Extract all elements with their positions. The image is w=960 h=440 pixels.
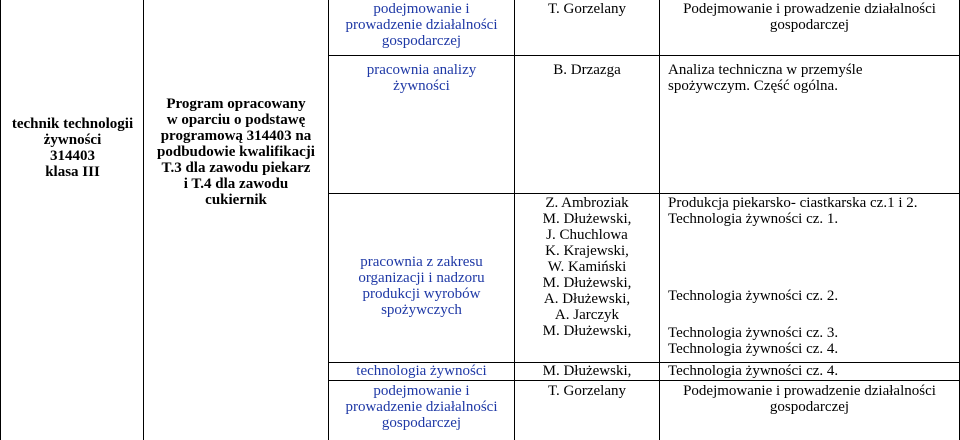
title-line: Technologia żywności cz. 4.: [668, 341, 839, 357]
subject-organization: [329, 254, 514, 318]
title-line: gospodarczej: [769, 17, 850, 33]
titles-organization-1: [668, 195, 958, 227]
titles-organization-2: Technologia żywności cz. 2.: [668, 288, 839, 304]
title-line: Podejmowanie i prowadzenie działalności: [683, 383, 936, 399]
author-line: M. Dłużewski,: [542, 275, 632, 291]
grid-line-left: [0, 0, 1, 440]
author-analysis: B. Drzazga: [553, 62, 621, 78]
author-line: K. Krajewski,: [545, 243, 629, 259]
subject-line: organizacji i nadzoru: [358, 270, 485, 286]
subject-line: spożywczych: [381, 302, 462, 318]
title-analysis: [668, 62, 958, 94]
program-description: [144, 96, 328, 208]
class-label: [2, 116, 143, 180]
title-line: Podejmowanie i prowadzenie działalności: [683, 1, 936, 17]
subject-line: produkcji wyrobów: [362, 286, 481, 302]
class-line: 314403: [50, 148, 95, 164]
row-line-2: [328, 193, 959, 194]
program-line: w oparciu o podstawę: [166, 112, 306, 128]
subject-line: podejmowanie i: [373, 383, 470, 399]
subject-line: pracownia analizy: [366, 62, 477, 78]
program-line: i T.4 dla zawodu: [183, 176, 289, 192]
author-bottom: T. Gorzelany: [547, 383, 627, 399]
program-line: programową 314403 na: [160, 128, 312, 144]
subject-line: podejmowanie i: [373, 1, 470, 17]
program-line: podbudowie kwalifikacji: [157, 144, 315, 160]
title-line: spożywczym. Część ogólna.: [668, 78, 838, 94]
subject-line: prowadzenie działalności: [345, 17, 498, 33]
author-line: M. Dłużewski,: [542, 211, 632, 227]
program-line: Program opracowany: [166, 96, 306, 112]
subject-line: pracownia z zakresu: [360, 254, 483, 270]
class-line: technik technologii: [11, 116, 134, 132]
author-line: A. Dłużewski,: [543, 291, 631, 307]
author-line: J. Chuchlowa: [546, 227, 628, 243]
subject-technology: technologia żywności: [356, 363, 487, 379]
title-bottom: [660, 383, 959, 415]
author-top: T. Gorzelany: [547, 1, 627, 17]
class-line: klasa III: [45, 164, 100, 180]
author-line: W. Kamiński: [547, 259, 627, 275]
subject-bottom: [329, 383, 514, 431]
class-line: żywności: [43, 132, 102, 148]
grid-line-col1: [143, 0, 144, 440]
subject-analysis: [329, 62, 514, 94]
subject-line: żywności: [393, 78, 450, 94]
subject-line: prowadzenie działalności: [345, 399, 498, 415]
program-line: cukiernik: [205, 192, 267, 208]
title-line: Technologia żywności cz. 3.: [668, 325, 839, 341]
title-top: [660, 1, 959, 33]
title-line: Produkcja piekarsko- ciastkarska cz.1 i 2.: [668, 195, 918, 211]
row-line-4: [328, 380, 959, 381]
author-line: Z. Ambroziak: [545, 195, 629, 211]
author-technology: M. Dłużewski,: [542, 363, 632, 379]
program-line: T.3 dla zawodu piekarz: [161, 160, 311, 176]
grid-line-col4: [659, 0, 660, 440]
author-line: A. Jarczyk: [554, 307, 620, 323]
title-line: Technologia żywności cz. 1.: [668, 211, 839, 227]
authors-organization: [515, 195, 659, 339]
subject-line: gospodarczej: [381, 33, 462, 49]
title-line: gospodarczej: [769, 399, 850, 415]
row-line-1: [328, 55, 959, 56]
author-line: M. Dłużewski,: [542, 323, 632, 339]
subject-top: [329, 1, 514, 49]
title-line: Analiza techniczna w przemyśle: [668, 62, 863, 78]
title-technology: Technologia żywności cz. 4.: [668, 363, 839, 379]
titles-organization-3: [668, 325, 958, 357]
subject-line: gospodarczej: [381, 415, 462, 431]
